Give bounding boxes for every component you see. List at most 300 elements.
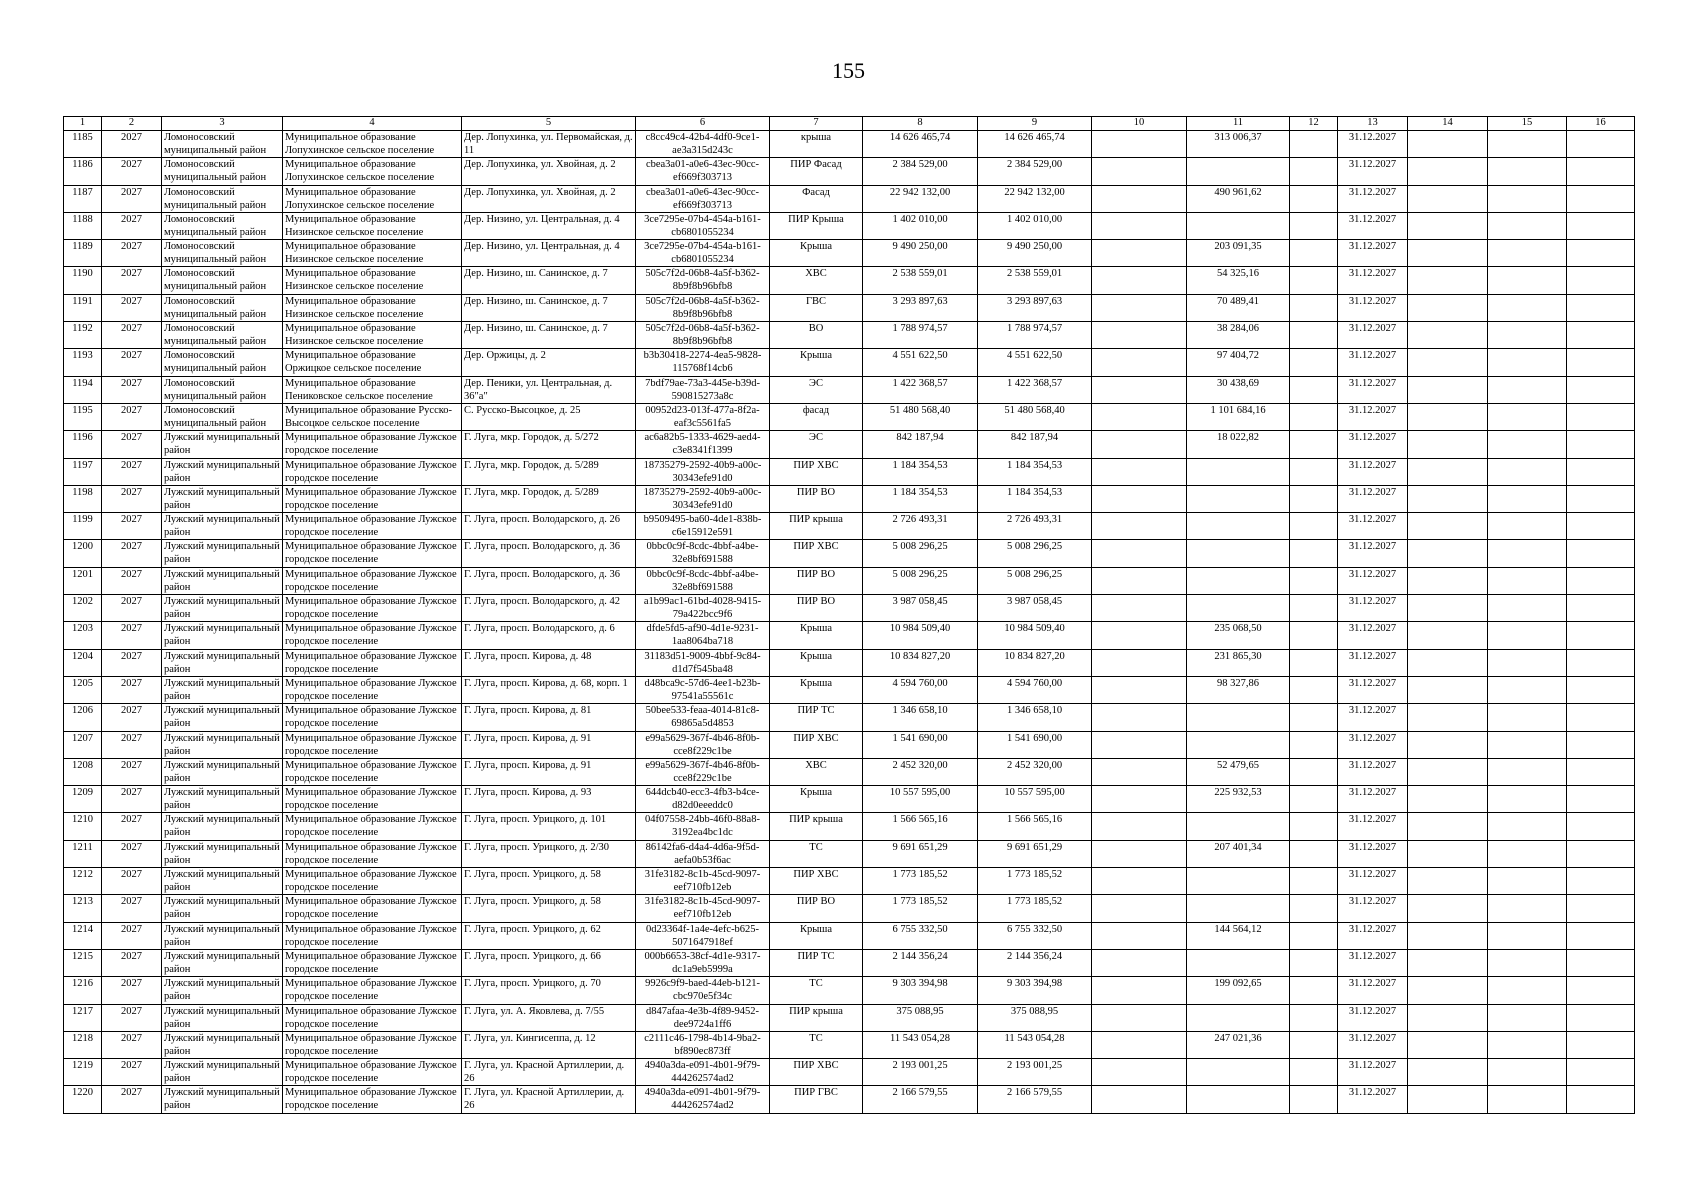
cell-cost-fund: 2 193 001,25 — [978, 1059, 1092, 1086]
cell-year: 2027 — [102, 403, 162, 430]
cell-work-type: ВО — [770, 322, 863, 349]
cell-col-11 — [1187, 1059, 1290, 1086]
table-row — [64, 868, 1635, 895]
cell-address: Дер. Низино, ш. Санинское, д. 7 — [462, 294, 636, 321]
cell-work-type: Крыша — [770, 922, 863, 949]
cell-municipality: Муниципальное образование Лужское городское поселение — [283, 1004, 462, 1031]
cell-total-cost: 9 490 250,00 — [863, 240, 978, 267]
cell-col-12 — [1290, 676, 1338, 703]
table-row — [64, 322, 1635, 349]
column-header-14: 14 — [1408, 117, 1488, 131]
cell-col-11: 1 101 684,16 — [1187, 403, 1290, 430]
cell-col-10 — [1092, 1086, 1187, 1113]
cell-col-11 — [1187, 731, 1290, 758]
cell-address: Дер. Низино, ш. Санинское, д. 7 — [462, 322, 636, 349]
cell-col-11 — [1187, 540, 1290, 567]
cell-house-id: 18735279-2592-40b9-a00c-30343efe91d0 — [636, 485, 770, 512]
cell-district: Лужский муниципальный район — [162, 1059, 283, 1086]
cell-col-15 — [1488, 731, 1567, 758]
cell-municipality: Муниципальное образование Низинское сельское поселение — [283, 212, 462, 239]
cell-total-cost: 1 773 185,52 — [863, 895, 978, 922]
cell-col-15 — [1488, 322, 1567, 349]
cell-year: 2027 — [102, 1031, 162, 1058]
cell-col-14 — [1408, 840, 1488, 867]
cell-col-14 — [1408, 1059, 1488, 1086]
cell-row-number: 1197 — [64, 458, 102, 485]
cell-col-12 — [1290, 403, 1338, 430]
cell-col-10 — [1092, 649, 1187, 676]
cell-district: Ломоносовский муниципальный район — [162, 185, 283, 212]
cell-deadline: 31.12.2027 — [1338, 349, 1408, 376]
cell-cost-fund: 6 755 332,50 — [978, 922, 1092, 949]
cell-work-type: ПИР крыша — [770, 813, 863, 840]
column-header-7: 7 — [770, 117, 863, 131]
cell-municipality: Муниципальное образование Лужское городское поселение — [283, 458, 462, 485]
cell-col-11 — [1187, 513, 1290, 540]
cell-col-15 — [1488, 513, 1567, 540]
cell-col-12 — [1290, 1004, 1338, 1031]
cell-col-15 — [1488, 868, 1567, 895]
cell-district: Ломоносовский муниципальный район — [162, 403, 283, 430]
cell-col-16 — [1567, 131, 1635, 158]
cell-total-cost: 1 566 565,16 — [863, 813, 978, 840]
cell-col-14 — [1408, 1004, 1488, 1031]
cell-total-cost: 2 144 356,24 — [863, 949, 978, 976]
cell-house-id: d847afaa-4e3b-4f89-9452-dee9724a1ff6 — [636, 1004, 770, 1031]
cell-col-11 — [1187, 458, 1290, 485]
cell-col-10 — [1092, 185, 1187, 212]
cell-house-id: e99a5629-367f-4b46-8f0b-cce8f229c1be — [636, 731, 770, 758]
cell-total-cost: 1 346 658,10 — [863, 704, 978, 731]
cell-row-number: 1194 — [64, 376, 102, 403]
cell-col-12 — [1290, 567, 1338, 594]
cell-col-12 — [1290, 595, 1338, 622]
cell-col-14 — [1408, 922, 1488, 949]
cell-cost-fund: 11 543 054,28 — [978, 1031, 1092, 1058]
cell-col-14 — [1408, 376, 1488, 403]
cell-row-number: 1208 — [64, 758, 102, 785]
cell-year: 2027 — [102, 567, 162, 594]
table-row — [64, 431, 1635, 458]
cell-col-15 — [1488, 294, 1567, 321]
cell-row-number: 1218 — [64, 1031, 102, 1058]
cell-col-10 — [1092, 1059, 1187, 1086]
column-header-2: 2 — [102, 117, 162, 131]
cell-address: Г. Луга, просп. Урицкого, д. 70 — [462, 977, 636, 1004]
table-row — [64, 895, 1635, 922]
cell-col-16 — [1567, 567, 1635, 594]
cell-col-10 — [1092, 895, 1187, 922]
cell-address: Г. Луга, просп. Урицкого, д. 58 — [462, 895, 636, 922]
cell-cost-fund: 3 987 058,45 — [978, 595, 1092, 622]
cell-year: 2027 — [102, 595, 162, 622]
cell-row-number: 1219 — [64, 1059, 102, 1086]
cell-municipality: Муниципальное образование Лопухинское сельское поселение — [283, 185, 462, 212]
cell-col-16 — [1567, 704, 1635, 731]
cell-house-id: b3b30418-2274-4ea5-9828-115768f14cb6 — [636, 349, 770, 376]
cell-total-cost: 842 187,94 — [863, 431, 978, 458]
cell-work-type: ХВС — [770, 758, 863, 785]
cell-col-12 — [1290, 949, 1338, 976]
cell-col-14 — [1408, 786, 1488, 813]
cell-total-cost: 3 987 058,45 — [863, 595, 978, 622]
cell-house-id: d48bca9c-57d6-4ee1-b23b-97541a55561c — [636, 676, 770, 703]
cell-district: Ломоносовский муниципальный район — [162, 294, 283, 321]
cell-total-cost: 10 834 827,20 — [863, 649, 978, 676]
table-row — [64, 349, 1635, 376]
cell-row-number: 1213 — [64, 895, 102, 922]
cell-year: 2027 — [102, 758, 162, 785]
cell-col-16 — [1567, 1059, 1635, 1086]
cell-col-10 — [1092, 922, 1187, 949]
cell-year: 2027 — [102, 294, 162, 321]
cell-col-10 — [1092, 349, 1187, 376]
cell-row-number: 1210 — [64, 813, 102, 840]
cell-col-15 — [1488, 131, 1567, 158]
cell-col-12 — [1290, 485, 1338, 512]
cell-cost-fund: 1 346 658,10 — [978, 704, 1092, 731]
cell-district: Лужский муниципальный район — [162, 431, 283, 458]
cell-col-14 — [1408, 977, 1488, 1004]
cell-municipality: Муниципальное образование Лужское городское поселение — [283, 758, 462, 785]
cell-col-15 — [1488, 158, 1567, 185]
cell-year: 2027 — [102, 704, 162, 731]
cell-col-14 — [1408, 240, 1488, 267]
cell-col-10 — [1092, 240, 1187, 267]
cell-district: Лужский муниципальный район — [162, 540, 283, 567]
cell-year: 2027 — [102, 649, 162, 676]
cell-work-type: Крыша — [770, 240, 863, 267]
cell-total-cost: 375 088,95 — [863, 1004, 978, 1031]
table-row — [64, 1004, 1635, 1031]
cell-year: 2027 — [102, 458, 162, 485]
cell-year: 2027 — [102, 376, 162, 403]
cell-col-14 — [1408, 704, 1488, 731]
cell-row-number: 1207 — [64, 731, 102, 758]
cell-total-cost: 1 541 690,00 — [863, 731, 978, 758]
cell-deadline: 31.12.2027 — [1338, 649, 1408, 676]
cell-total-cost: 10 984 509,40 — [863, 622, 978, 649]
cell-col-15 — [1488, 485, 1567, 512]
cell-house-id: a1b99ac1-61bd-4028-9415-79a422bcc9f6 — [636, 595, 770, 622]
cell-total-cost: 1 773 185,52 — [863, 868, 978, 895]
cell-col-11: 18 022,82 — [1187, 431, 1290, 458]
cell-row-number: 1209 — [64, 786, 102, 813]
cell-total-cost: 9 691 651,29 — [863, 840, 978, 867]
cell-col-11: 98 327,86 — [1187, 676, 1290, 703]
cell-district: Ломоносовский муниципальный район — [162, 322, 283, 349]
cell-deadline: 31.12.2027 — [1338, 131, 1408, 158]
cell-col-12 — [1290, 868, 1338, 895]
cell-address: Г. Луга, мкр. Городок, д. 5/289 — [462, 458, 636, 485]
cell-col-12 — [1290, 322, 1338, 349]
cell-col-15 — [1488, 267, 1567, 294]
cell-cost-fund: 22 942 132,00 — [978, 185, 1092, 212]
cell-deadline: 31.12.2027 — [1338, 322, 1408, 349]
cell-col-11: 235 068,50 — [1187, 622, 1290, 649]
cell-municipality: Муниципальное образование Лужское городское поселение — [283, 704, 462, 731]
column-header-13: 13 — [1338, 117, 1408, 131]
cell-house-id: 505c7f2d-06b8-4a5f-b362-8b9f8b96bfb8 — [636, 322, 770, 349]
cell-row-number: 1206 — [64, 704, 102, 731]
table-row — [64, 1059, 1635, 1086]
cell-col-10 — [1092, 540, 1187, 567]
cell-col-14 — [1408, 895, 1488, 922]
cell-col-15 — [1488, 704, 1567, 731]
cell-municipality: Муниципальное образование Лужское городское поселение — [283, 540, 462, 567]
cell-col-14 — [1408, 485, 1488, 512]
cell-municipality: Муниципальное образование Лужское городское поселение — [283, 1059, 462, 1086]
cell-address: Дер. Оржицы, д. 2 — [462, 349, 636, 376]
cell-municipality: Муниципальное образование Лопухинское сельское поселение — [283, 131, 462, 158]
cell-col-12 — [1290, 294, 1338, 321]
cell-year: 2027 — [102, 540, 162, 567]
cell-col-12 — [1290, 922, 1338, 949]
cell-col-14 — [1408, 595, 1488, 622]
cell-house-id: e99a5629-367f-4b46-8f0b-cce8f229c1be — [636, 758, 770, 785]
cell-district: Лужский муниципальный район — [162, 567, 283, 594]
cell-col-15 — [1488, 622, 1567, 649]
cell-total-cost: 1 184 354,53 — [863, 485, 978, 512]
cell-year: 2027 — [102, 349, 162, 376]
cell-deadline: 31.12.2027 — [1338, 185, 1408, 212]
cell-row-number: 1190 — [64, 267, 102, 294]
cell-total-cost: 1 402 010,00 — [863, 212, 978, 239]
cell-house-id: 7bdf79ae-73a3-445e-b39d-590815273a8c — [636, 376, 770, 403]
cell-address: Г. Луга, просп. Урицкого, д. 101 — [462, 813, 636, 840]
cell-work-type: Крыша — [770, 786, 863, 813]
cell-col-12 — [1290, 267, 1338, 294]
cell-col-10 — [1092, 431, 1187, 458]
column-header-8: 8 — [863, 117, 978, 131]
cell-row-number: 1214 — [64, 922, 102, 949]
cell-cost-fund: 2 726 493,31 — [978, 513, 1092, 540]
cell-address: Г. Луга, просп. Кирова, д. 93 — [462, 786, 636, 813]
cell-house-id: dfde5fd5-af90-4d1e-9231-1aa8064ba718 — [636, 622, 770, 649]
cell-house-id: 31fe3182-8c1b-45cd-9097-eef710fb12eb — [636, 868, 770, 895]
cell-col-14 — [1408, 185, 1488, 212]
cell-year: 2027 — [102, 1059, 162, 1086]
cell-total-cost: 4 594 760,00 — [863, 676, 978, 703]
cell-address: Дер. Лопухинка, ул. Хвойная, д. 2 — [462, 158, 636, 185]
cell-year: 2027 — [102, 840, 162, 867]
cell-col-15 — [1488, 240, 1567, 267]
cell-col-16 — [1567, 540, 1635, 567]
cell-total-cost: 4 551 622,50 — [863, 349, 978, 376]
cell-col-11: 207 401,34 — [1187, 840, 1290, 867]
cell-col-10 — [1092, 1004, 1187, 1031]
cell-cost-fund: 1 402 010,00 — [978, 212, 1092, 239]
cell-work-type: ПИР ХВС — [770, 540, 863, 567]
cell-col-15 — [1488, 895, 1567, 922]
cell-address: Г. Луга, просп. Урицкого, д. 66 — [462, 949, 636, 976]
cell-municipality: Муниципальное образование Русско-Высоцкое сельское поселение — [283, 403, 462, 430]
cell-col-16 — [1567, 622, 1635, 649]
cell-house-id: 505c7f2d-06b8-4a5f-b362-8b9f8b96bfb8 — [636, 294, 770, 321]
cell-total-cost: 2 538 559,01 — [863, 267, 978, 294]
cell-total-cost: 2 726 493,31 — [863, 513, 978, 540]
cell-cost-fund: 2 144 356,24 — [978, 949, 1092, 976]
cell-address: Г. Луга, ул. А. Яковлева, д. 7/55 — [462, 1004, 636, 1031]
cell-col-11 — [1187, 485, 1290, 512]
cell-address: Г. Луга, просп. Кирова, д. 48 — [462, 649, 636, 676]
cell-col-14 — [1408, 758, 1488, 785]
cell-col-12 — [1290, 458, 1338, 485]
cell-district: Лужский муниципальный район — [162, 1031, 283, 1058]
cell-deadline: 31.12.2027 — [1338, 786, 1408, 813]
cell-col-16 — [1567, 595, 1635, 622]
cell-total-cost: 2 384 529,00 — [863, 158, 978, 185]
cell-municipality: Муниципальное образование Лужское городское поселение — [283, 731, 462, 758]
column-number-row — [64, 117, 1635, 131]
cell-col-16 — [1567, 185, 1635, 212]
cell-total-cost: 14 626 465,74 — [863, 131, 978, 158]
cell-col-15 — [1488, 813, 1567, 840]
cell-municipality: Муниципальное образование Лужское городское поселение — [283, 485, 462, 512]
cell-cost-fund: 1 422 368,57 — [978, 376, 1092, 403]
cell-work-type: ТС — [770, 977, 863, 1004]
cell-row-number: 1193 — [64, 349, 102, 376]
cell-col-11: 144 564,12 — [1187, 922, 1290, 949]
cell-total-cost: 3 293 897,63 — [863, 294, 978, 321]
cell-total-cost: 51 480 568,40 — [863, 403, 978, 430]
cell-col-11 — [1187, 868, 1290, 895]
cell-address: С. Русско-Высоцкое, д. 25 — [462, 403, 636, 430]
column-header-10: 10 — [1092, 117, 1187, 131]
table-row — [64, 1031, 1635, 1058]
cell-col-11 — [1187, 1004, 1290, 1031]
cell-col-16 — [1567, 485, 1635, 512]
cell-col-15 — [1488, 458, 1567, 485]
cell-row-number: 1204 — [64, 649, 102, 676]
cell-col-12 — [1290, 540, 1338, 567]
cell-municipality: Муниципальное образование Лужское городское поселение — [283, 977, 462, 1004]
cell-col-10 — [1092, 212, 1187, 239]
cell-col-16 — [1567, 212, 1635, 239]
cell-address: Г. Луга, мкр. Городок, д. 5/272 — [462, 431, 636, 458]
cell-col-10 — [1092, 704, 1187, 731]
column-header-16: 16 — [1567, 117, 1635, 131]
cell-col-11 — [1187, 895, 1290, 922]
cell-deadline: 31.12.2027 — [1338, 977, 1408, 1004]
cell-col-14 — [1408, 813, 1488, 840]
cell-row-number: 1205 — [64, 676, 102, 703]
cell-deadline: 31.12.2027 — [1338, 676, 1408, 703]
table-row — [64, 403, 1635, 430]
cell-year: 2027 — [102, 868, 162, 895]
cell-col-15 — [1488, 1086, 1567, 1113]
cell-deadline: 31.12.2027 — [1338, 294, 1408, 321]
cell-row-number: 1186 — [64, 158, 102, 185]
cell-municipality: Муниципальное образование Лужское городское поселение — [283, 622, 462, 649]
cell-year: 2027 — [102, 949, 162, 976]
cell-district: Лужский муниципальный район — [162, 704, 283, 731]
cell-house-id: 00952d23-013f-477a-8f2a-eaf3c5561fa5 — [636, 403, 770, 430]
cell-col-12 — [1290, 622, 1338, 649]
cell-row-number: 1195 — [64, 403, 102, 430]
cell-deadline: 31.12.2027 — [1338, 1086, 1408, 1113]
cell-col-14 — [1408, 868, 1488, 895]
cell-total-cost: 22 942 132,00 — [863, 185, 978, 212]
cell-municipality: Муниципальное образование Пениковское сельское поселение — [283, 376, 462, 403]
cell-house-id: 3ce7295e-07b4-454a-b161-cb6801055234 — [636, 240, 770, 267]
table-row — [64, 977, 1635, 1004]
cell-row-number: 1199 — [64, 513, 102, 540]
table-row — [64, 704, 1635, 731]
cell-col-14 — [1408, 294, 1488, 321]
cell-year: 2027 — [102, 131, 162, 158]
cell-col-16 — [1567, 240, 1635, 267]
cell-col-11: 54 325,16 — [1187, 267, 1290, 294]
cell-col-16 — [1567, 868, 1635, 895]
cell-col-10 — [1092, 513, 1187, 540]
cell-cost-fund: 1 541 690,00 — [978, 731, 1092, 758]
cell-district: Лужский муниципальный район — [162, 649, 283, 676]
cell-house-id: 50bee533-feaa-4014-81c8-69865a5d4853 — [636, 704, 770, 731]
cell-house-id: 3ce7295e-07b4-454a-b161-cb6801055234 — [636, 212, 770, 239]
cell-house-id: 505c7f2d-06b8-4a5f-b362-8b9f8b96bfb8 — [636, 267, 770, 294]
cell-col-12 — [1290, 758, 1338, 785]
table-row — [64, 758, 1635, 785]
cell-col-10 — [1092, 949, 1187, 976]
cell-col-12 — [1290, 1031, 1338, 1058]
cell-col-15 — [1488, 758, 1567, 785]
cell-cost-fund: 2 538 559,01 — [978, 267, 1092, 294]
cell-col-15 — [1488, 786, 1567, 813]
cell-col-10 — [1092, 868, 1187, 895]
cell-work-type: крыша — [770, 131, 863, 158]
cell-work-type: Крыша — [770, 649, 863, 676]
cell-col-10 — [1092, 158, 1187, 185]
cell-house-id: 0d23364f-1a4e-4efc-b625-5071647918ef — [636, 922, 770, 949]
cell-deadline: 31.12.2027 — [1338, 403, 1408, 430]
cell-row-number: 1201 — [64, 567, 102, 594]
cell-municipality: Муниципальное образование Низинское сельское поселение — [283, 294, 462, 321]
cell-work-type: фасад — [770, 403, 863, 430]
table-row — [64, 212, 1635, 239]
cell-municipality: Муниципальное образование Лужское городское поселение — [283, 949, 462, 976]
cell-cost-fund: 1 788 974,57 — [978, 322, 1092, 349]
table-row — [64, 267, 1635, 294]
cell-house-id: cbea3a01-a0e6-43ec-90cc-ef669f303713 — [636, 158, 770, 185]
cell-year: 2027 — [102, 431, 162, 458]
cell-col-11 — [1187, 158, 1290, 185]
cell-col-16 — [1567, 349, 1635, 376]
cell-district: Ломоносовский муниципальный район — [162, 349, 283, 376]
cell-deadline: 31.12.2027 — [1338, 376, 1408, 403]
cell-district: Ломоносовский муниципальный район — [162, 131, 283, 158]
cell-col-16 — [1567, 977, 1635, 1004]
cell-col-11 — [1187, 1086, 1290, 1113]
cell-address: Г. Луга, просп. Володарского, д. 36 — [462, 567, 636, 594]
cell-col-10 — [1092, 376, 1187, 403]
table-row — [64, 240, 1635, 267]
cell-col-14 — [1408, 212, 1488, 239]
cell-municipality: Муниципальное образование Лужское городское поселение — [283, 595, 462, 622]
cell-total-cost: 1 184 354,53 — [863, 458, 978, 485]
cell-deadline: 31.12.2027 — [1338, 895, 1408, 922]
cell-year: 2027 — [102, 158, 162, 185]
cell-work-type: ПИР ХВС — [770, 868, 863, 895]
cell-year: 2027 — [102, 322, 162, 349]
cell-deadline: 31.12.2027 — [1338, 267, 1408, 294]
cell-address: Г. Луга, просп. Кирова, д. 91 — [462, 758, 636, 785]
cell-district: Лужский муниципальный район — [162, 1086, 283, 1113]
cell-col-14 — [1408, 622, 1488, 649]
cell-house-id: cbea3a01-a0e6-43ec-90cc-ef669f303713 — [636, 185, 770, 212]
cell-col-16 — [1567, 322, 1635, 349]
cell-cost-fund: 10 557 595,00 — [978, 786, 1092, 813]
